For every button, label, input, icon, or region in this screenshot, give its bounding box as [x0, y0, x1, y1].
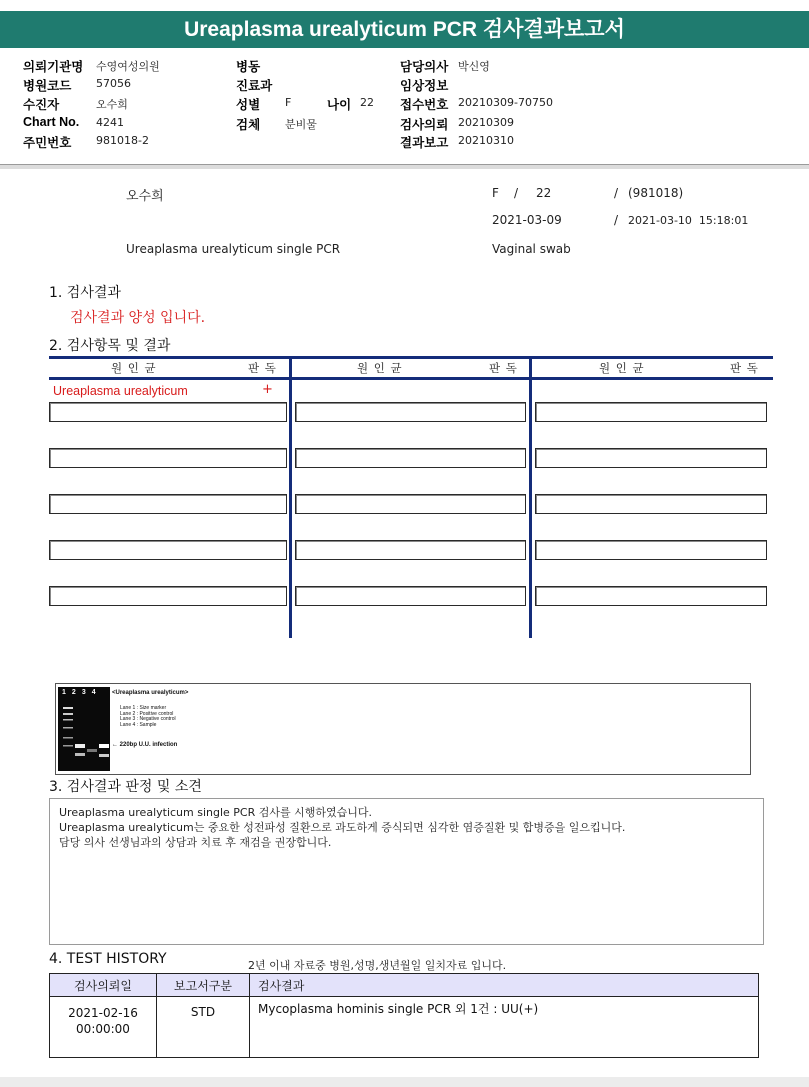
slash-2: / [614, 186, 619, 200]
col-header-pathogen: 원 인 균 [599, 361, 645, 375]
request-date-value: 20210309 [458, 116, 514, 129]
header-separator [0, 165, 809, 169]
resident-no-value: 981018-2 [96, 134, 149, 147]
section-2-heading: 2. 검사항목 및 결과 [49, 338, 171, 354]
section-4-heading: 4. TEST HISTORY [49, 951, 167, 967]
receipt-no-label: 접수번호 [400, 98, 449, 112]
chart-no-value: 4241 [96, 116, 124, 129]
report-date-label: 결과보고 [400, 136, 449, 150]
history-table [49, 973, 759, 1058]
lane-number: 1 [62, 689, 72, 696]
table-header-rule [49, 377, 773, 380]
ward-label: 병동 [236, 60, 261, 74]
section-1-heading: 1. 검사결과 [49, 285, 121, 301]
patient-birth: (981018) [628, 186, 684, 200]
gel-legend-item: Lane 3 : Negative control [120, 716, 176, 722]
chart-no-label: Chart No. [23, 115, 80, 129]
history-row [50, 997, 759, 1058]
institution-value: 수영여성의원 [96, 60, 160, 73]
patient-label: 수진자 [23, 98, 60, 112]
department-label: 진료과 [236, 79, 273, 93]
result-entry-box [295, 540, 526, 560]
receipt-no-value: 20210309-70750 [458, 96, 553, 109]
gel-band-label: ← 220bp U.U. infection [112, 742, 178, 748]
institution-label: 의뢰기관명 [23, 60, 84, 74]
history-col-result: 검사결과 [250, 974, 759, 997]
patient-sex: F [492, 186, 499, 200]
request-date-label: 검사의뢰 [400, 118, 449, 132]
history-date: 2021-02-16 [68, 1006, 138, 1020]
column-divider [289, 356, 292, 638]
patient-value: 오수희 [96, 98, 128, 111]
col-header-judgement: 판 독 [248, 361, 277, 375]
gel-bands [58, 687, 110, 771]
lane-number: 4 [91, 689, 102, 696]
table-top-rule [49, 356, 773, 359]
gel-legend-item: Lane 4 : Sample [120, 721, 157, 728]
specimen-label: 검체 [236, 118, 261, 132]
history-header-row [50, 974, 759, 997]
history-col-type: 보고서구분 [157, 974, 250, 997]
hospital-code-label: 병원코드 [23, 79, 72, 93]
history-col-date: 검사의뢰일 [50, 974, 157, 997]
lane-number: 2 [71, 689, 82, 696]
result-entry-box [535, 448, 767, 468]
age-label: 나이 [327, 98, 352, 112]
gel-lane-numbers [62, 689, 102, 696]
patient-name: 오수희 [126, 189, 164, 204]
result-entry-box [49, 402, 287, 422]
gel-title: <Ureaplasma urealyticum> [112, 690, 189, 696]
history-note: 2년 이내 자료중 병원,성명,생년월일 일치자료 입니다. [248, 959, 507, 972]
row1-pathogen: Ureaplasma urealyticum [53, 384, 188, 398]
gel-legend-item: Lane 1 : Size marker [120, 705, 167, 711]
col-header-pathogen: 원 인 균 [111, 361, 157, 375]
page-footer-band [0, 1077, 809, 1087]
row1-result: + [262, 382, 273, 397]
sex-value: F [285, 96, 292, 109]
history-time: 00:00:00 [76, 1022, 130, 1036]
history-date-cell [50, 997, 157, 1058]
opinion-line: Ureaplasma urealyticum는 중요한 성전파성 질환으로 과도하게 증식되면 심각한 염증질환 및 합병증을 일으킵니다. [59, 821, 626, 834]
result-entry-box [535, 402, 767, 422]
positive-result: 검사결과 양성 입니다. [70, 310, 206, 326]
reported-datetime: 2021-03-10 15:18:01 [628, 214, 749, 227]
specimen-type: Vaginal swab [492, 242, 571, 256]
result-entry-box [295, 448, 526, 468]
col-header-judgement: 판 독 [489, 361, 518, 375]
doctor-label: 담당의사 [400, 60, 449, 74]
result-entry-box [295, 494, 526, 514]
result-entry-box [49, 448, 287, 468]
clinical-label: 임상정보 [400, 79, 449, 93]
opinion-line: 담당 의사 선생님과의 상담과 치료 후 재검을 권장합니다. [59, 836, 332, 849]
slash-1: / [514, 186, 519, 200]
gel-frame [55, 683, 751, 775]
received-date: 2021-03-09 [492, 213, 562, 227]
result-entry-box [49, 586, 287, 606]
col-header-pathogen: 원 인 균 [357, 361, 403, 375]
col-header-judgement: 판 독 [730, 361, 759, 375]
specimen-value: 분비물 [285, 118, 317, 131]
gel-legend [120, 706, 176, 728]
history-result: Mycoplasma hominis single PCR 외 1건 : UU(+) [250, 997, 759, 1058]
report-title: Ureaplasma urealyticum PCR 검사결과보고서 [0, 11, 809, 48]
result-entry-box [535, 586, 767, 606]
test-name: Ureaplasma urealyticum single PCR [126, 242, 341, 256]
resident-no-label: 주민번호 [23, 136, 72, 150]
gel-legend-item: Lane 2 : Positive control [120, 710, 174, 717]
patient-age: 22 [536, 186, 552, 200]
result-entry-box [295, 586, 526, 606]
age-value: 22 [360, 96, 374, 109]
result-entry-box [49, 494, 287, 514]
result-entry-box [295, 402, 526, 422]
lane-number: 3 [81, 689, 92, 696]
result-entry-box [535, 494, 767, 514]
result-entry-box [535, 540, 767, 560]
gel-electrophoresis-image [58, 687, 110, 771]
doctor-value: 박신영 [458, 60, 490, 73]
history-type: STD [157, 997, 250, 1058]
result-entry-box [49, 540, 287, 560]
hospital-code-value: 57056 [96, 77, 131, 90]
sex-label: 성별 [236, 98, 261, 112]
opinion-text [59, 805, 759, 850]
report-date-value: 20210310 [458, 134, 514, 147]
column-divider [529, 356, 532, 638]
slash-3: / [614, 213, 619, 227]
section-3-heading: 3. 검사결과 판정 및 소견 [49, 779, 202, 795]
opinion-line: Ureaplasma urealyticum single PCR 검사를 시행하였습니다. [59, 806, 372, 819]
